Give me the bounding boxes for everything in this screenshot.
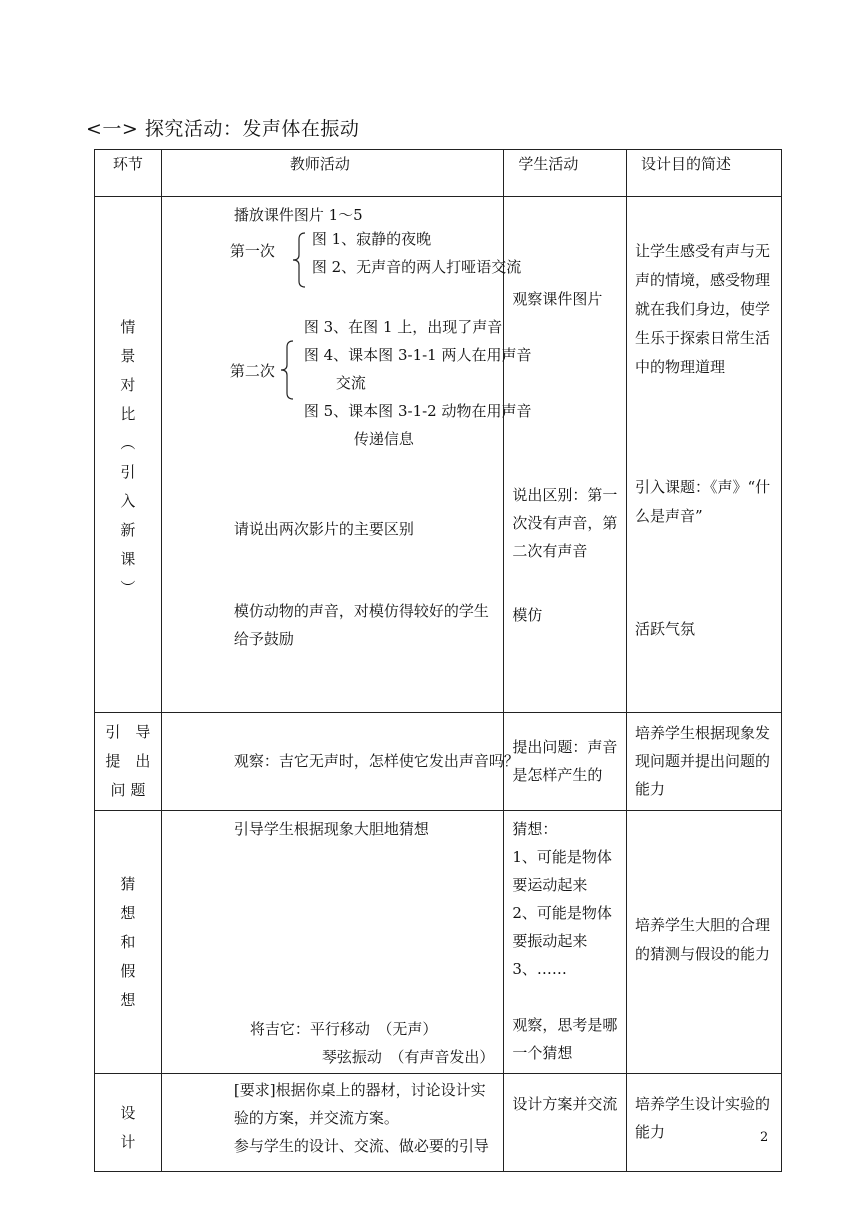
teacher-activity xyxy=(161,811,503,1074)
student-activity xyxy=(504,1074,627,1172)
lesson-plan-table xyxy=(94,149,782,1172)
question-text: 请说出两次影片的主要区别 xyxy=(233,520,414,538)
purpose-text: 培养学生设计实验的能力 xyxy=(634,1095,770,1141)
second-item: 图 4、课本图 3-1-1 两人在用声音 xyxy=(303,346,532,364)
table-header-row xyxy=(95,150,782,197)
first-label: 第一次 xyxy=(229,242,275,260)
purpose-text: 让学生感受有声与无声的情境，感受物理就在我们身边，使学生乐于探索日常生活中的物理道理 xyxy=(634,242,770,376)
student-text: 1、可能是物体要运动起来 xyxy=(512,848,612,894)
section-heading: <一> 探究活动：发声体在振动 xyxy=(86,118,360,140)
teacher-text: 参与学生的设计、交流、做必要的引导 xyxy=(233,1137,489,1155)
first-item: 图 1、寂静的夜晚 xyxy=(311,230,432,248)
table-row xyxy=(95,811,782,1074)
imitate-text: 模仿动物的声音，对模仿得较好的学生给予鼓励 xyxy=(233,602,489,648)
student-difference: 说出区别：第一次没有声音，第二次有声音 xyxy=(512,486,618,560)
header-student: 学生活动 xyxy=(504,150,627,197)
first-item: 图 2、无声音的两人打哑语交流 xyxy=(311,258,522,276)
table-row xyxy=(95,197,782,713)
second-label: 第二次 xyxy=(229,362,275,380)
design-purpose xyxy=(626,811,781,1074)
student-text: 提出问题：声音是怎样产生的 xyxy=(512,738,618,784)
student-text: 2、可能是物体要振动起来 xyxy=(512,904,612,950)
second-item: 图 5、课本图 3-1-2 动物在用声音 xyxy=(303,402,532,420)
teacher-text: 观察：吉它无声时，怎样使它发出声音吗？ xyxy=(233,752,519,770)
stage-label: 情 景 对 比 ︵ 引 入 新 课 ︶ xyxy=(95,197,162,713)
second-item-cont: 交流 xyxy=(335,374,366,392)
play-slides-text: 播放课件图片 1～5 xyxy=(233,206,363,224)
teacher-text: [要求]根据你桌上的器材，讨论设计实验的方案，并交流方案。 xyxy=(233,1081,486,1127)
brace-icon xyxy=(280,339,294,401)
purpose-text: 引入课题：《声》“什么是声音” xyxy=(634,478,771,525)
design-purpose xyxy=(626,713,781,811)
student-text: 3、…… xyxy=(512,960,567,978)
student-imitate: 模仿 xyxy=(512,606,543,624)
student-activity xyxy=(504,811,627,1074)
purpose-text: 培养学生根据现象发现问题并提出问题的能力 xyxy=(634,724,770,798)
teacher-text: 引导学生根据现象大胆地猜想 xyxy=(233,820,429,838)
teacher-activity xyxy=(161,197,532,713)
student-activity xyxy=(504,197,627,713)
second-item: 图 3、在图 1 上，出现了声音 xyxy=(303,318,503,336)
student-text: 观察，思考是哪一个猜想 xyxy=(512,1016,618,1062)
teacher-action: 将吉它：平行移动 （无声） xyxy=(249,1020,438,1038)
table-row xyxy=(95,713,782,811)
student-text: 猜想： xyxy=(512,820,558,838)
teacher-action: 琴弦振动 （有声音发出） xyxy=(321,1048,495,1066)
design-purpose xyxy=(626,1074,781,1172)
page-number: 2 xyxy=(760,1130,769,1145)
second-item-cont: 传递信息 xyxy=(353,430,414,448)
brace-icon xyxy=(292,231,306,289)
header-teacher: 教师活动 xyxy=(161,150,503,197)
header-purpose: 设计目的简述 xyxy=(626,150,781,197)
teacher-activity xyxy=(161,713,519,811)
purpose-text: 培养学生大胆的合理的猜测与假设的能力 xyxy=(634,916,770,963)
table-row xyxy=(95,1074,782,1172)
student-activity xyxy=(504,713,627,811)
stage-label: 设 计 xyxy=(95,1074,162,1172)
stage-label: 猜 想 和 假 想 xyxy=(95,811,162,1074)
student-text: 设计方案并交流 xyxy=(512,1095,618,1113)
student-observe: 观察课件图片 xyxy=(512,290,603,308)
purpose-text: 活跃气氛 xyxy=(634,620,695,638)
stage-label: 引 导 提 出 问 题 xyxy=(95,713,162,811)
design-purpose xyxy=(626,197,781,713)
teacher-activity xyxy=(161,1074,503,1172)
header-stage: 环节 xyxy=(95,150,162,197)
